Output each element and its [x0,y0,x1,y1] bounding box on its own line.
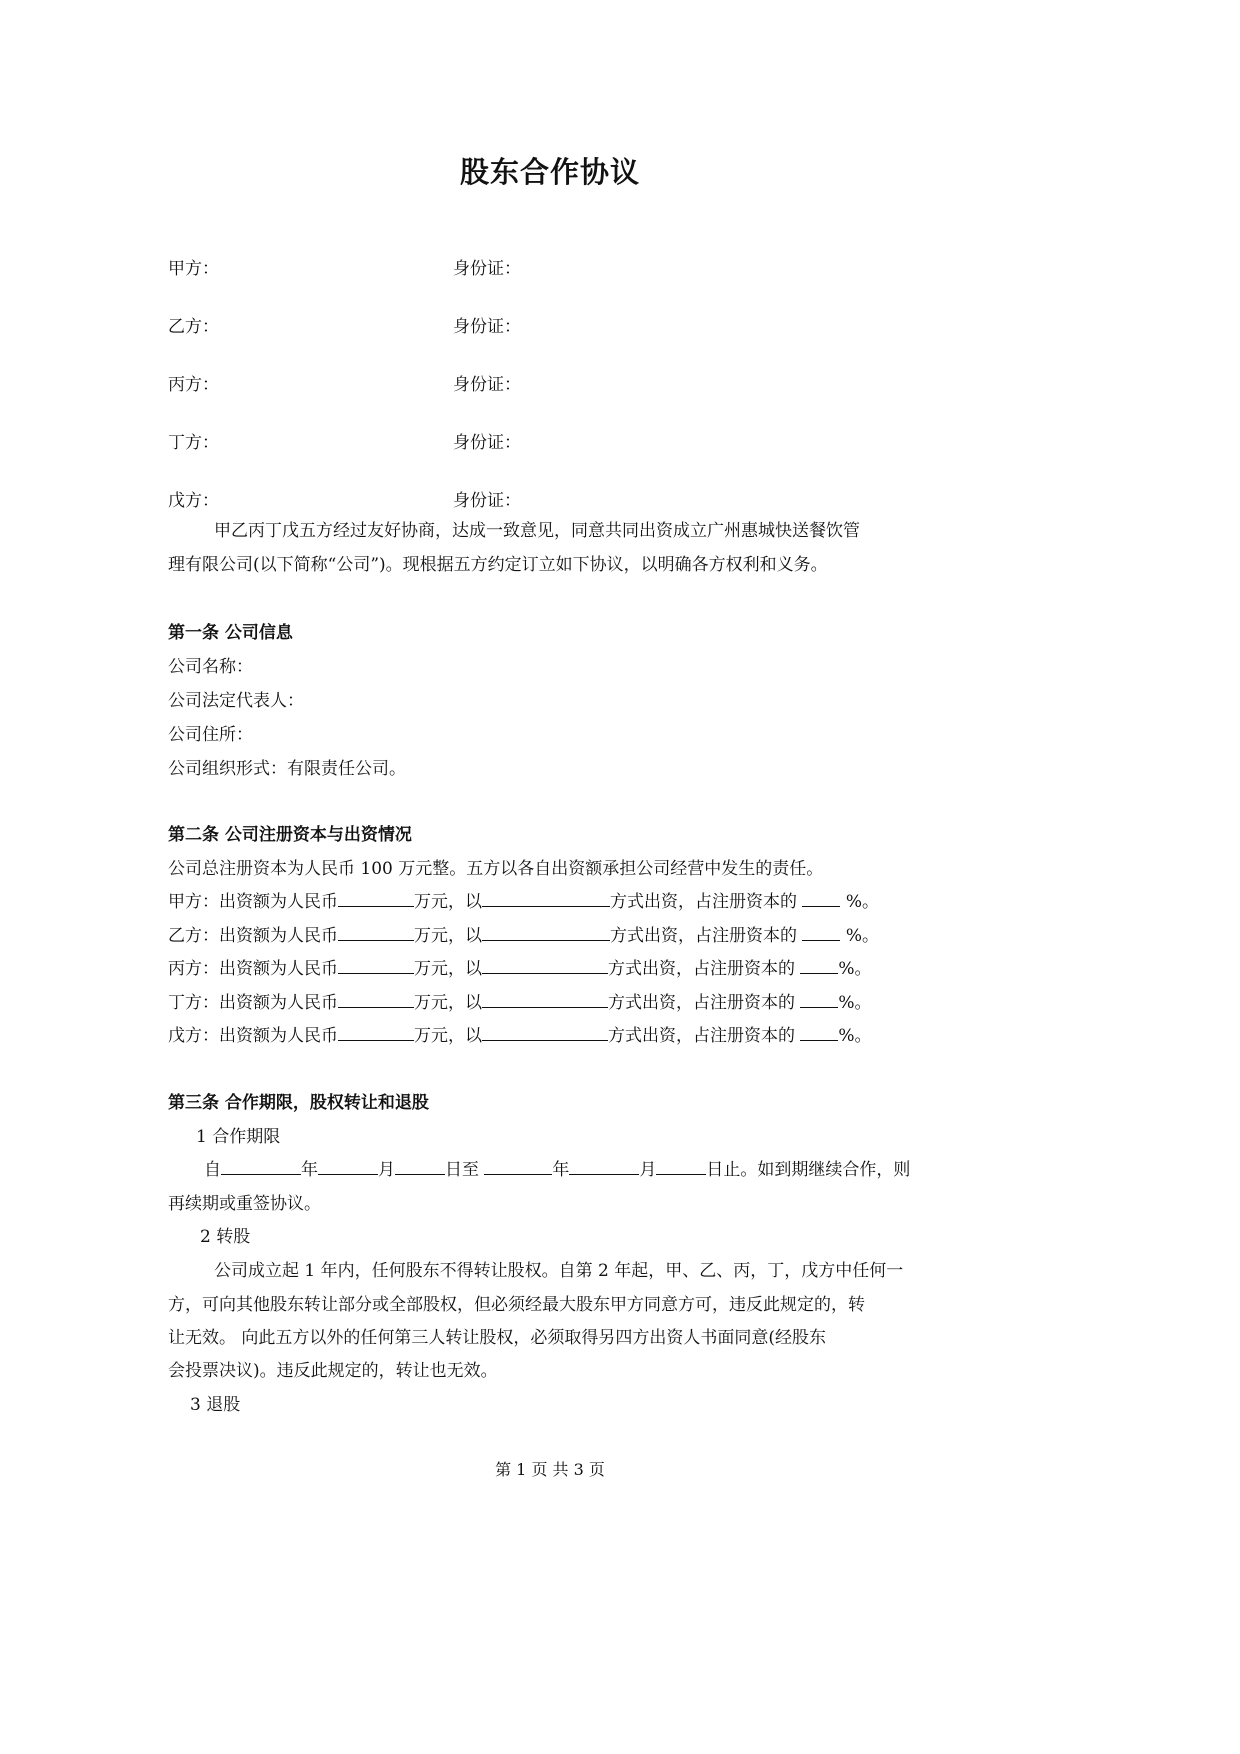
party-id-label: 身份证： [453,491,521,511]
company-info-item: 公司组织形式：有限责任公司。 [168,759,406,779]
capital-summary: 公司总注册资本为人民币 100 万元整。五方以各自出资额承担公司经营中发生的责任。 [168,859,824,879]
article-heading: 第二条 公司注册资本与出资情况 [168,825,412,845]
contribution-row: 丙方：出资额为人民币 万元，以 方式出资，占注册资本的 %。 [168,959,872,979]
party-label: 丙方： [168,375,219,395]
article-heading: 第一条 公司信息 [168,623,293,643]
party-id-label: 身份证： [453,317,521,337]
party-label: 甲方： [168,259,219,279]
transfer-line: 方，可向其他股东转让部分或全部股权，但必须经最大股东甲方同意方可，违反此规定的，转 [168,1295,865,1315]
article-heading: 第三条 合作期限，股权转让和退股 [168,1093,429,1113]
party-label: 乙方： [168,317,219,337]
contribution-row: 甲方：出资额为人民币 万元，以 方式出资，占注册资本的 %。 [168,892,879,912]
party-label: 丁方： [168,433,219,453]
contribution-row: 乙方：出资额为人民币 万元，以 方式出资，占注册资本的 %。 [168,926,879,946]
contribution-row: 戊方：出资额为人民币 万元，以 方式出资，占注册资本的 %。 [168,1026,872,1046]
party-id-label: 身份证： [453,433,521,453]
contribution-row: 丁方：出资额为人民币 万元，以 方式出资，占注册资本的 %。 [168,993,872,1013]
document-title: 股东合作协议 [459,155,640,189]
intro-line: 甲乙丙丁戊五方经过友好协商，达成一致意见，同意共同出资成立广州惠城快送餐饮管 [214,521,860,541]
subsection-title: 1 合作期限 [196,1127,281,1147]
subsection-title: 2 转股 [200,1227,251,1247]
transfer-line: 公司成立起 1 年内，任何股东不得转让股权。自第 2 年起，甲、乙、丙，丁，戊方中任何一 [214,1261,904,1281]
party-id-label: 身份证： [453,375,521,395]
term-line: 自 年 月 日至 年 月 日止。如到期继续合作，则 [204,1160,911,1180]
transfer-line: 会投票决议)。违反此规定的，转让也无效。 [168,1361,498,1381]
company-info-item: 公司住所： [168,725,253,745]
party-label: 戊方： [168,491,219,511]
term-line: 再续期或重签协议。 [168,1194,321,1214]
company-info-item: 公司法定代表人： [168,691,304,711]
page-number-footer: 第 1 页 共 3 页 [495,1460,605,1479]
company-info-item: 公司名称： [168,657,253,677]
subsection-title: 3 退股 [190,1395,241,1415]
party-id-label: 身份证： [453,259,521,279]
transfer-line: 让无效。 向此五方以外的任何第三人转让股权，必须取得另四方出资人书面同意(经股东 [168,1328,827,1348]
intro-line: 理有限公司(以下简称“公司”)。现根据五方约定订立如下协议，以明确各方权利和义务。 [168,555,828,575]
